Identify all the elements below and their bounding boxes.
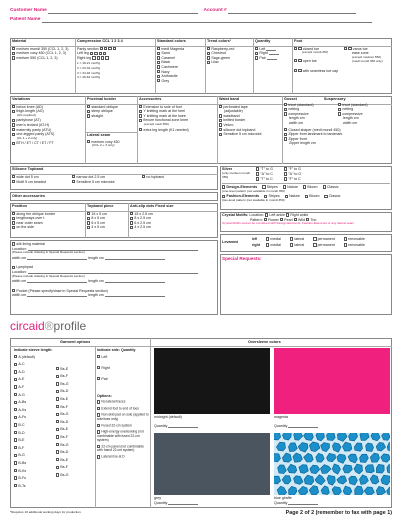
sleeve-length-title: Indicate sleeve length:: [14, 348, 53, 352]
silicone-topband-title: Silicone Topband: [12, 167, 44, 171]
quantity-option[interactable]: Right: [255, 51, 291, 56]
special-requests-title: Special Requests:: [222, 256, 262, 261]
anti-slip-title: Anti-slip dots Fixed size: [130, 204, 174, 208]
quantity-option[interactable]: Pair: [255, 56, 291, 61]
border-option[interactable]: standard oblique: [87, 105, 136, 110]
variation-option[interactable]: one-legged panty (ATS): [12, 132, 84, 137]
sleeve-option[interactable]: A-Fs: [14, 415, 54, 423]
sleeve-option[interactable]: Bs-G: [56, 382, 92, 390]
swatch-magenta[interactable]: [274, 348, 390, 414]
color-option[interactable]: Caramel: [157, 56, 204, 61]
other-accessories-title: Other accessories: [12, 194, 45, 198]
sleeve-option[interactable]: B-Ts: [14, 484, 54, 492]
sleeve-option[interactable]: Bs-D: [56, 420, 92, 428]
waist-band-title: Waist band: [219, 97, 240, 101]
waistband-option[interactable]: knitted border: [219, 118, 281, 123]
options-title: Options:: [97, 393, 112, 398]
trend-colors-title: Trend colors¹: [207, 39, 232, 43]
sleeve-option[interactable]: Bs-G: [56, 443, 92, 451]
swatch-label: grey: [154, 496, 161, 500]
compression-row[interactable]: Right leg: [77, 56, 154, 61]
swatch-label: blue giraffe: [274, 496, 292, 500]
sleeve-option[interactable]: Bs-E: [56, 367, 92, 375]
sleeve-option[interactable]: Bs-E: [56, 397, 92, 405]
foot-title: Foot: [294, 39, 303, 43]
crystal-motifs-title: Crystal Motifs:: [222, 213, 249, 217]
color-option[interactable]: Sand: [157, 51, 204, 56]
design-elements-title: Design-Elements: [226, 185, 258, 189]
sleeve-option[interactable]: Bs-F: [56, 465, 92, 473]
sleeve-option[interactable]: Bs-E: [56, 458, 92, 466]
variations-title: Variations: [12, 97, 31, 101]
giraffe-cell: [376, 464, 384, 473]
material-title: Material: [12, 39, 27, 43]
gusset-title: Gusset: [284, 97, 297, 101]
color-option[interactable]: Raspberry-red: [207, 47, 252, 52]
seam-option[interactable]: medven cosy 450: [87, 140, 136, 145]
sleeve-option[interactable]: A-Ks: [14, 408, 54, 416]
lateral-seam-title: Lateral seam: [87, 133, 111, 137]
giraffe-pattern: [274, 433, 390, 495]
variation-option[interactable]: maternity panty (ATU): [12, 128, 84, 133]
giraffe-cell: [326, 433, 335, 441]
sleeve-right-column: [56, 367, 92, 481]
silver-title: Silver: [222, 167, 233, 171]
giraffe-cell: [366, 443, 374, 452]
sleeve-option[interactable]: Bs-D: [56, 450, 92, 458]
customer-name-label: Customer Name: [10, 8, 47, 13]
circaid-logo: circaid®profile: [10, 319, 87, 333]
accessories-title: Accessories: [139, 97, 162, 101]
sleeve-option[interactable]: Bs-D: [56, 389, 92, 397]
compression-title: Compression CCL 1 2 3 4: [77, 39, 123, 43]
color-option[interactable]: Chestnut: [207, 51, 252, 56]
quantity-title: Quantity: [255, 39, 271, 43]
sleeve-option[interactable]: B-F: [14, 446, 54, 454]
footer-note: *Requires 10 additional working days for production.: [10, 511, 82, 514]
sleeve-option[interactable]: B-Fs: [14, 476, 54, 484]
pocket[interactable]: Pocket (Please specify/draw in Special Requests section): [12, 289, 216, 294]
account-label: Account #: [203, 8, 227, 13]
compression-row[interactable]: Left leg: [77, 51, 154, 56]
swatch-midnight[interactable]: [154, 348, 270, 414]
giraffe-cell: [365, 465, 374, 473]
patient-name-field[interactable]: [42, 20, 372, 23]
sleeve-option[interactable]: B-G: [14, 453, 54, 461]
suspensory-title: Suspensory: [323, 97, 346, 101]
color-option[interactable]: medi Magenta: [157, 47, 204, 52]
foot-option[interactable]: closed toe: [294, 47, 319, 52]
border-option[interactable]: steep oblique: [87, 109, 136, 114]
garment-option[interactable]: Lateral rise at D: [97, 455, 149, 460]
garment-options-title: Garment options: [60, 340, 91, 344]
header: [10, 8, 392, 26]
variation-option[interactable]: below knee (AD): [12, 105, 84, 110]
options-list: [97, 400, 149, 460]
accessory-option[interactable]: Extension to sole of foot: [139, 105, 216, 110]
sleeve-option[interactable]: Bs-F: [56, 374, 92, 382]
waistband-option[interactable]: Velcro: [219, 123, 281, 128]
waistband-option[interactable]: perforated tape: [219, 105, 281, 110]
customer-name-field[interactable]: [48, 11, 198, 14]
checkbox[interactable]: [12, 52, 15, 55]
color-option[interactable]: Anthracite: [157, 74, 204, 79]
garment-option[interactable]: No lateral traces: [97, 400, 149, 405]
closed-shaper[interactable]: Closed shaper (medi mondi 450): [284, 128, 391, 133]
variation-option[interactable]: pantyhose (AT): [12, 118, 84, 123]
variation-option[interactable]: BTH / ET / CT / ET / FT: [12, 141, 84, 146]
foot-option[interactable]: with seamless toe cap: [294, 69, 338, 74]
swatch-label: magenta: [274, 415, 288, 419]
topband-piece-title: Topband piece: [87, 204, 114, 208]
checkbox[interactable]: [12, 56, 15, 59]
border-option[interactable]: straight: [87, 114, 136, 119]
garment-option[interactable]: Fused 22-cm system: [97, 424, 149, 429]
quantity-option[interactable]: Left: [255, 47, 291, 52]
accessory-option[interactable]: Y knitting mark at the heel: [139, 109, 216, 114]
side-title: Indicate side: Quantity: [97, 348, 136, 352]
lymphpad[interactable]: Lymphpad: [12, 265, 216, 270]
garment-option[interactable]: Non-skid pad on sole (applied to sole/toes only): [97, 412, 149, 421]
patient-name-label: Patient Name: [10, 17, 41, 22]
material-option[interactable]: medven mondi 350 (CCL 1, 2, 3): [12, 47, 74, 52]
sleeve-left-column: [14, 355, 54, 492]
checkbox[interactable]: [12, 47, 15, 50]
color-option[interactable]: Navy: [157, 70, 204, 75]
accessory-option[interactable]: flexure functional zone knee: [139, 118, 216, 123]
variation-option[interactable]: men's leotard (AT-H): [12, 123, 84, 128]
account-field[interactable]: [228, 11, 356, 14]
fashion-elements-title: Fashion-Elements: [226, 194, 260, 199]
color-option[interactable]: Sage-green: [207, 56, 252, 61]
garment-option[interactable]: Extend foot to end of toes: [97, 407, 149, 412]
swatch-grey[interactable]: [154, 433, 270, 495]
sleeve-option[interactable]: B-E: [14, 438, 54, 446]
sleeve-option[interactable]: A-D: [14, 370, 54, 378]
sleeve-option[interactable]: A-G: [14, 393, 54, 401]
standard-colors-title: Standard colors: [157, 39, 186, 43]
foot-option[interactable]: varus toe: [344, 47, 368, 52]
sleeve-option[interactable]: Bs-E: [56, 427, 92, 435]
foot-option[interactable]: open toe: [294, 59, 317, 64]
sleeve-option[interactable]: Bs-F: [56, 405, 92, 413]
variation-option[interactable]: thigh-length (AG): [12, 109, 84, 114]
special-requests-box[interactable]: [220, 254, 392, 315]
sleeve-option[interactable]: B-Ks: [14, 469, 54, 477]
page-indicator: Page 2 of 2 (remember to fax with page 1): [285, 510, 392, 516]
sleeve-option[interactable]: B-Bs: [14, 461, 54, 469]
garment-option[interactable]: High-energy overlooking (not combinable with fused 22-cm system): [97, 429, 144, 442]
sleeve-option[interactable]: Bs-G: [56, 473, 92, 481]
sleeve-option[interactable]: A-F: [14, 385, 54, 393]
zipper-option[interactable]: Zipper from landmark to landmark: [284, 132, 391, 137]
sleeve-option[interactable]: Bs-F: [56, 435, 92, 443]
levamed-title: Levamed: [222, 240, 239, 244]
color-option[interactable]: Grey: [157, 79, 204, 84]
silk-lining[interactable]: silk lining material: [12, 242, 216, 247]
waistband-option[interactable]: Sensitive 5 cm microdot: [219, 132, 281, 137]
material-option[interactable]: medven 550 (CCL 1, 2, 3): [12, 56, 74, 61]
sleeve-option[interactable]: A-C: [14, 362, 54, 370]
accessory-option[interactable]: extra leg length (K1 needed): [139, 128, 216, 133]
garment-option[interactable]: 22-cm panel (not combinable with fused 22-cm system): [97, 444, 144, 453]
sleeve-option[interactable]: A (default): [14, 355, 54, 363]
material-option[interactable]: medven cosy 450 (CCL 1, 2, 3): [12, 51, 74, 56]
position-title: Position: [12, 204, 27, 208]
waistband-option[interactable]: waistband: [219, 114, 281, 119]
sleeve-option[interactable]: B-D: [14, 431, 54, 439]
zipper-option[interactable]: Zipper front: [284, 137, 391, 142]
oversleeve-colors-title: Oversleeve colors: [248, 340, 281, 344]
compression-row[interactable]: Panty section: [77, 47, 154, 52]
sleeve-option[interactable]: Bs-G: [56, 412, 92, 420]
sleeve-option[interactable]: B-C: [14, 423, 54, 431]
swatch-label: midnight (default): [154, 415, 182, 419]
color-option[interactable]: Lilac: [207, 60, 252, 65]
proximal-border-title: Proximal border: [87, 97, 117, 101]
waistband-option[interactable]: silicone dot topband: [219, 128, 281, 133]
sleeve-option[interactable]: A-E: [14, 377, 54, 385]
sleeve-option[interactable]: A-Bs: [14, 400, 54, 408]
color-option[interactable]: Cashmere: [157, 65, 204, 70]
color-option[interactable]: Black: [157, 60, 204, 65]
swatch-blue-giraffe[interactable]: [274, 433, 390, 495]
accessory-option[interactable]: Y knitting mark at the knee: [139, 114, 216, 119]
